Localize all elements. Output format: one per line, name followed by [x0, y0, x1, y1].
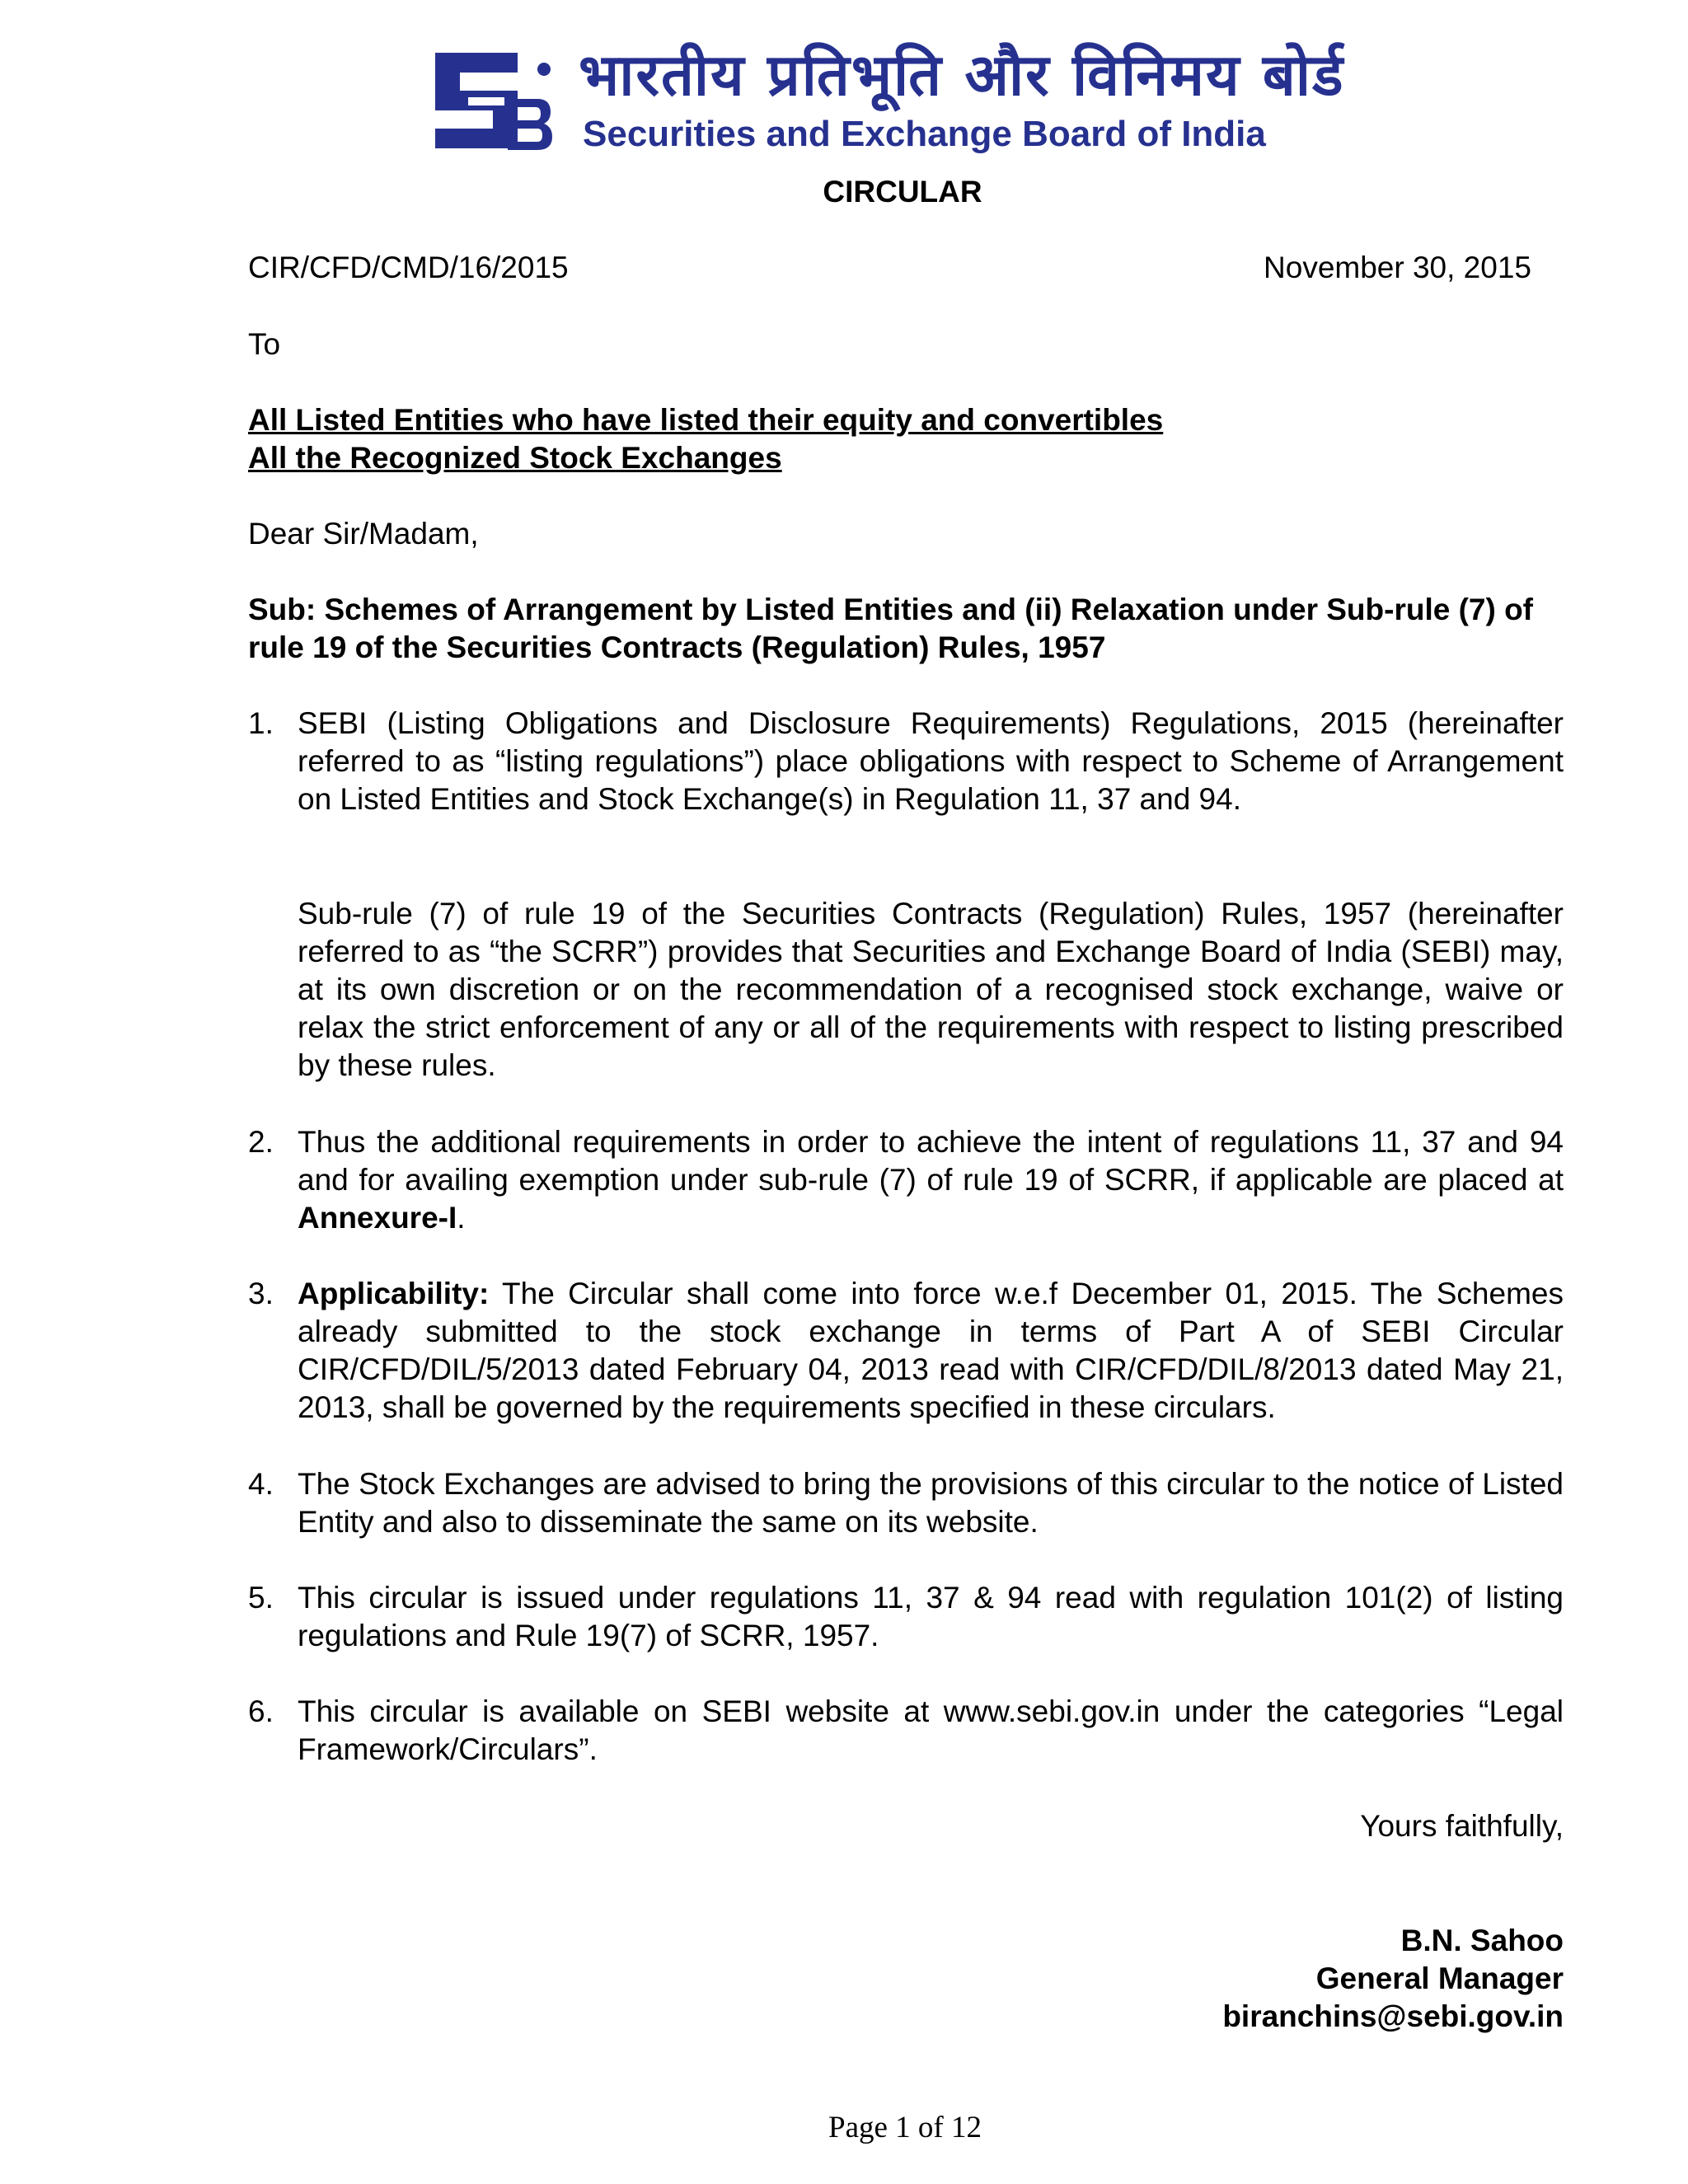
- paragraph-3-text: The Circular shall come into force w.e.f December 01, 2015. The Schemes already submitted to the stock exchange in terms of Part A of SEBI Circular CIR/CFD/DIL/5/2013 dated February 04, 2013 read with CIR/CFD/DIL/8/2013 dated May 21, 2013, shall be governed by the requirements specified in these circulars.: [298, 1277, 1564, 1424]
- paragraph-2-end: .: [457, 1201, 466, 1235]
- english-organization-name: Securities and Exchange Board of India: [583, 114, 1266, 154]
- signatory-name: B.N. Sahoo: [1400, 1924, 1564, 1957]
- paragraph-number: 4.: [248, 1467, 274, 1501]
- sebi-logo: [432, 49, 554, 152]
- paragraph-number: 3.: [248, 1277, 274, 1310]
- addressee-block: [248, 401, 1163, 477]
- paragraph-1: SEBI (Listing Obligations and Disclosure Requirements) Regulations, 2015 (hereinafter referred to as “listing regulations”) place obligations with respect to Scheme of Arrangement on Listed Entities and Stock Exchange(s) in Regulation 11, 37 and 94.: [298, 706, 1564, 816]
- paragraph-4: The Stock Exchanges are advised to bring the provisions of this circular to the notice of Listed Entity and also to disseminate the same on its website.: [298, 1467, 1564, 1539]
- paragraph-5: This circular is issued under regulations 11, 37 & 94 read with regulation 101(2) of listing regulations and Rule 19(7) of SCRR, 1957.: [298, 1581, 1564, 1652]
- paragraph-6: This circular is available on SEBI website at www.sebi.gov.in under the categories “Legal Framework/Circulars”.: [298, 1694, 1564, 1766]
- paragraph-1-continuation: Sub-rule (7) of rule 19 of the Securities Contracts (Regulation) Rules, 1957 (hereinafter referred to as “the SCRR”) provides that Securities and Exchange Board of India (SEBI) may, at its own discretion or on the recommendation of a recognised stock exchange, waive or relax the strict enforcement of any or all of the requirements with respect to listing prescribed by these rules.: [298, 897, 1564, 1082]
- annexure-reference: Annexure-I: [298, 1201, 457, 1235]
- circular-date: November 30, 2015: [1264, 251, 1531, 284]
- paragraph-number: 2.: [248, 1125, 274, 1159]
- signatory-email: biranchins@sebi.gov.in: [1222, 1999, 1564, 2033]
- to-label: To: [248, 327, 281, 361]
- closing: Yours faithfully,: [1360, 1809, 1564, 1843]
- applicability-label: Applicability:: [298, 1277, 490, 1310]
- paragraph-number: 5.: [248, 1581, 274, 1615]
- document-title: CIRCULAR: [823, 175, 982, 209]
- addressee-line: All Listed Entities who have listed their equity and convertibles: [248, 403, 1164, 437]
- circular-reference: CIR/CFD/CMD/16/2015: [248, 251, 569, 284]
- salutation: Dear Sir/Madam,: [248, 517, 479, 551]
- paragraph-2-text: Thus the additional requirements in order to achieve the intent of regulations 11, 37 and 94 and for availing exemption under sub-rule (7) of rule 19 of SCRR, if applicable are placed at: [298, 1125, 1564, 1197]
- paragraph-number: 6.: [248, 1694, 274, 1728]
- addressee-line: All the Recognized Stock Exchanges: [248, 441, 782, 475]
- signatory-designation: General Manager: [1315, 1961, 1564, 1995]
- paragraph-3: [298, 1275, 1564, 1427]
- subject-line: Sub: Schemes of Arrangement by Listed Entities and (ii) Relaxation under Sub-rule (7) of rule 19 of the Securities Contracts (Regulation) Rules, 1957: [248, 593, 1534, 664]
- page-footer: Page 1 of 12: [828, 2111, 982, 2144]
- paragraph-2: [298, 1123, 1564, 1237]
- signature-block: [1222, 1922, 1564, 2036]
- hindi-organization-name: भारतीय प्रतिभूति और विनिमय बोर्ड: [579, 41, 1345, 109]
- paragraph-number: 1.: [248, 706, 274, 740]
